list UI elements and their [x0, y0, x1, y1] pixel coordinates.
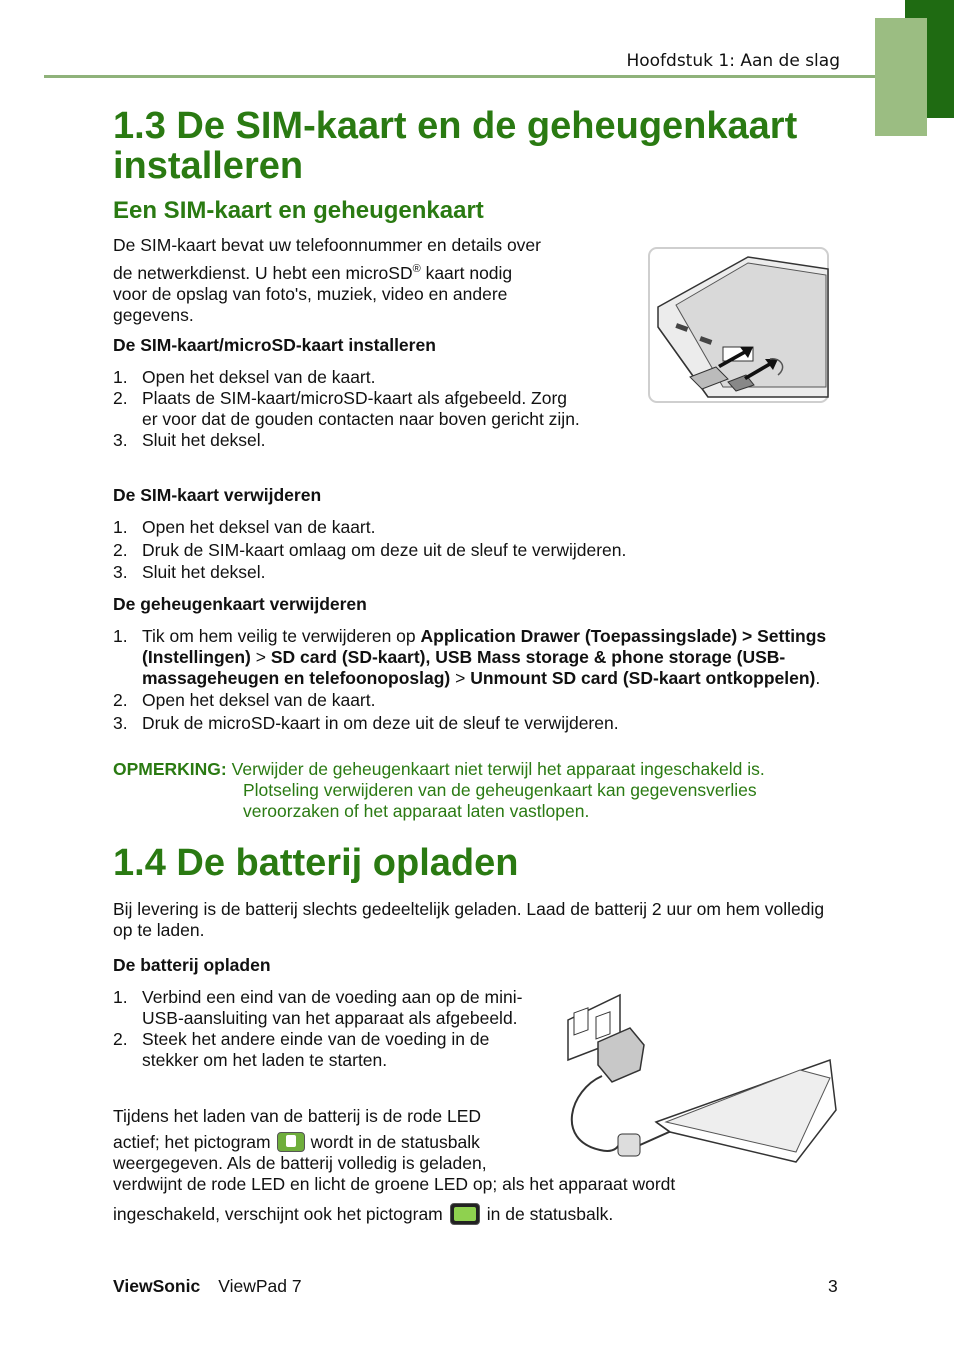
section-title-1-3: 1.3 De SIM-kaart en de geheugenkaart installeren [113, 105, 798, 187]
intro-line: De SIM-kaart bevat uw telefoonnummer en details over [113, 235, 541, 255]
remove-card-heading: De geheugenkaart verwijderen [113, 594, 367, 614]
page-number: 3 [828, 1276, 838, 1296]
footer-brand: ViewSonic ViewPad 7 [113, 1276, 302, 1296]
list-item: 2. Plaats de SIM-kaart/microSD-kaart als afgebeeld. Zorg er voor dat de gouden contacten naar boven gericht zijn. [113, 388, 580, 429]
charging-battery-icon [277, 1132, 305, 1152]
install-heading: De SIM-kaart/microSD-kaart installeren [113, 335, 436, 355]
battery-paragraph: Tijdens het laden van de batterij is de rode LED actief; het pictogram wordt in de statusbalk weergegeven. Als de batterij volledig is geladen, verdwijnt de rode LED en licht de groene LED op; als het apparaat wordt ingeschakeld, verschijnt ook het pictogram in de statusbalk. [113, 1106, 676, 1224]
note-text: veroorzaken of het apparaat laten vastlopen. [243, 801, 590, 821]
sim-card-illustration [648, 247, 829, 403]
list-item: 3. Sluit het deksel. [113, 430, 266, 450]
list-item: 1. Open het deksel van de kaart. [113, 517, 376, 537]
note-text: Plotseling verwijderen van de geheugenkaart kan gegevensverlies [243, 780, 757, 800]
chapter-header: Hoofdstuk 1: Aan de slag [626, 51, 840, 71]
list-item: 1. Tik om hem veilig te verwijderen op Application Drawer (Toepassingslade) > Settings (Instellingen) > SD card (SD-kaart), USB Mass storage & phone storage (USB-massageheugen en telefoonoposlag) > Unmount SD card (SD-kaart ontkoppelen). [113, 626, 827, 688]
list-item: 1. Open het deksel van de kaart. [113, 367, 376, 387]
list-item: 1. Verbind een eind van de voeding aan op de mini-USB-aansluiting van het apparaat als afgebeeld. [113, 987, 523, 1028]
list-item: 3. Sluit het deksel. [113, 562, 266, 582]
section-subtitle: Een SIM-kaart en geheugenkaart [113, 197, 484, 224]
remove-card-steps [113, 626, 843, 734]
note-label: OPMERKING: [113, 759, 227, 779]
battery-steps [113, 987, 533, 1071]
battery-heading: De batterij opladen [113, 955, 271, 975]
note-text: Verwijder de geheugenkaart niet terwijl het apparaat ingeschakeld is. [231, 759, 765, 779]
intro-line: voor de opslag van foto's, muziek, video en andere [113, 283, 508, 304]
note-block [113, 759, 853, 822]
intro-line: gegevens. [113, 304, 194, 325]
remove-sim-heading: De SIM-kaart verwijderen [113, 485, 322, 505]
list-item: 2. Open het deksel van de kaart. [113, 690, 376, 710]
list-item: 3. Druk de microSD-kaart in om deze uit de sleuf te verwijderen. [113, 713, 619, 733]
remove-sim-steps [113, 517, 853, 583]
install-steps [113, 367, 583, 451]
header-rule [44, 75, 875, 78]
chapter-tab-dark [927, 0, 954, 118]
full-battery-icon [450, 1203, 480, 1225]
intro-line: de netwerkdienst. U hebt een microSD® kaart nodig [113, 262, 513, 283]
intro-paragraph [113, 235, 613, 326]
chapter-tab-light [875, 18, 927, 136]
list-item: 2. Steek het andere einde van de voeding in de stekker om het laden te starten. [113, 1029, 490, 1070]
list-item: 2. Druk de SIM-kaart omlaag om deze uit de sleuf te verwijderen. [113, 540, 627, 560]
section-title-1-4: 1.4 De batterij opladen [113, 842, 519, 884]
battery-intro: Bij levering is de batterij slechts gedeeltelijk geladen. Laad de batterij 2 uur om hem volledig op te laden. [113, 899, 825, 940]
